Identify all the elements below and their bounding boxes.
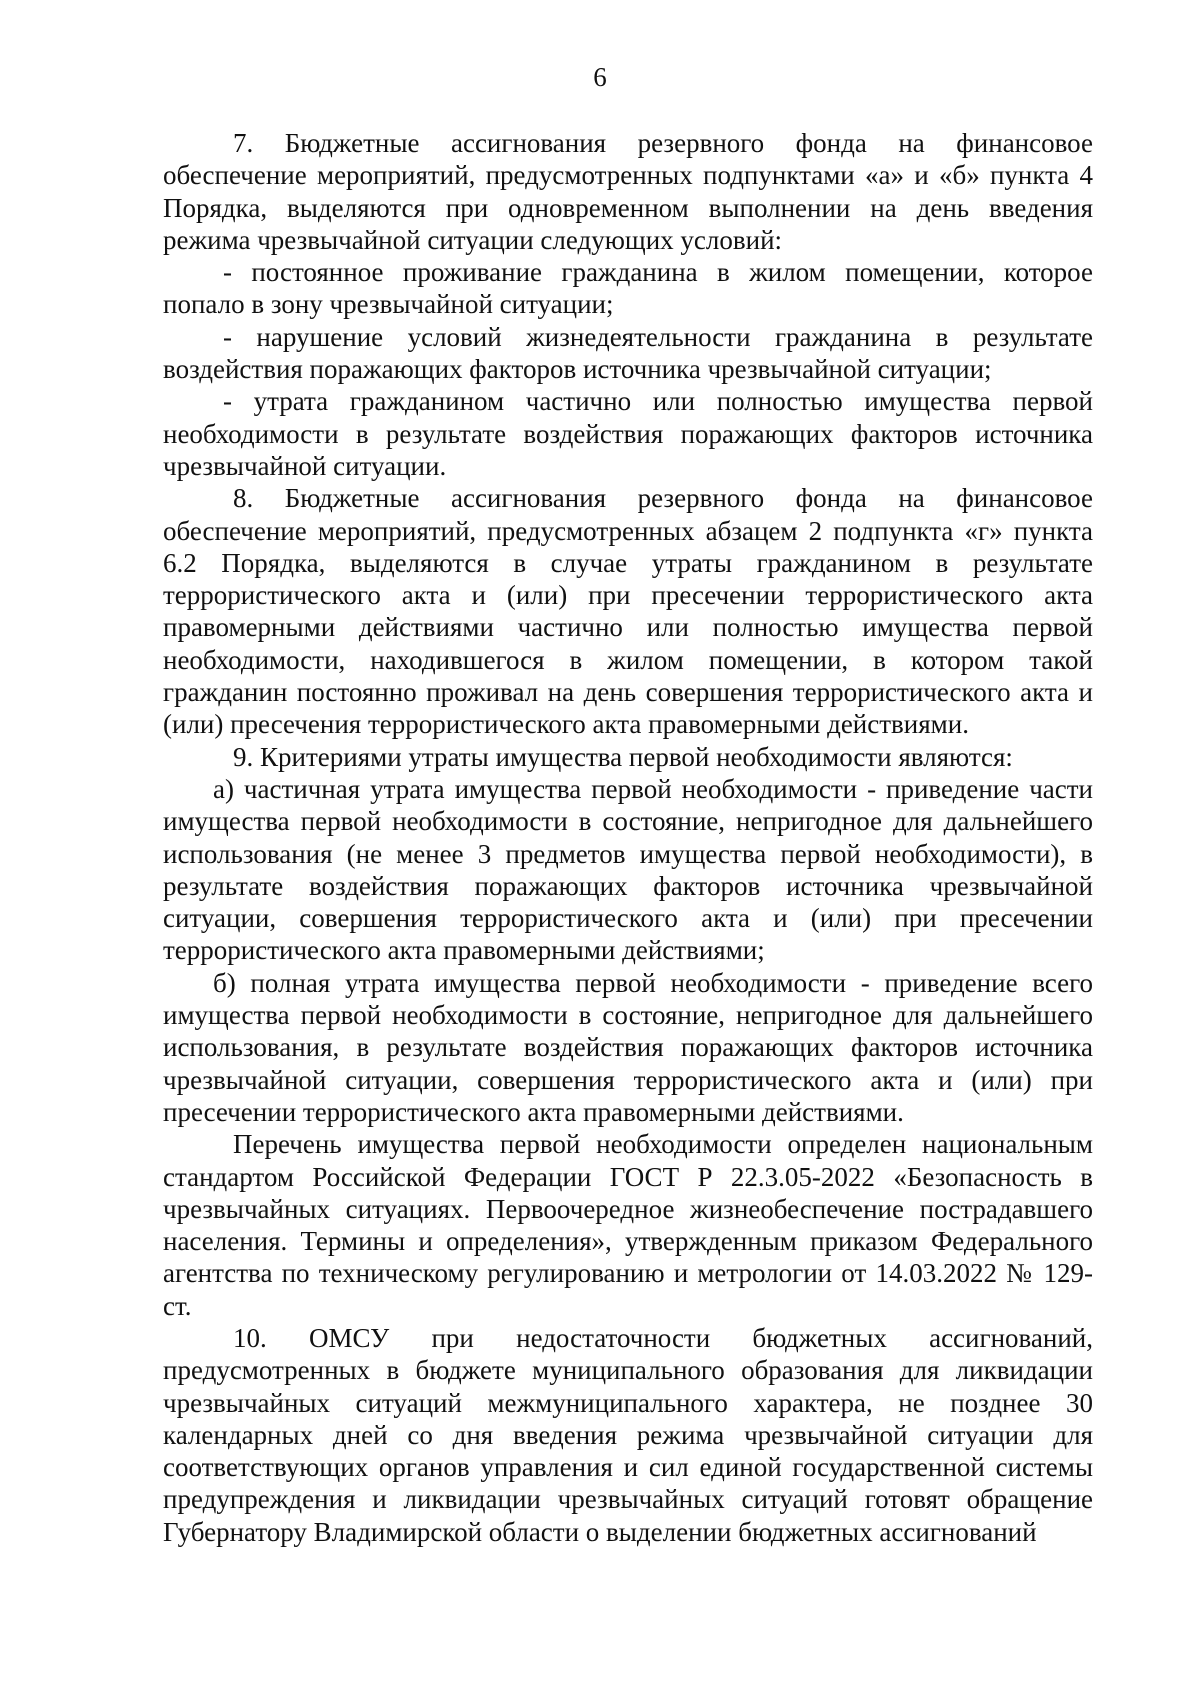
condition-item-living-conditions: - нарушение условий жизнедеятельности гражданина в результате воздействия поражающих факторов источника чрезвычайной ситуации; bbox=[163, 321, 1093, 385]
document-body bbox=[163, 127, 1093, 1548]
condition-item-residence: - постоянное проживание гражданина в жилом помещении, которое попало в зону чрезвычайной ситуации; bbox=[163, 257, 1093, 320]
criterion-a-partial-loss: а) частичная утрата имущества первой необходимости - приведение части имущества первой необходимости в состояние, непригодное для дальнейшего использования (не менее 3 предметов имущества первой необходимости), в результате воздействия поражающих факторов источника чрезвычайной ситуации, совершения террористического акта и (или) при пресечении террористического акта правомерными действиями; bbox=[163, 773, 1093, 966]
page-number: 6 bbox=[593, 62, 607, 92]
criterion-b-full-loss: б) полная утрата имущества первой необходимости - приведение всего имущества первой необходимости в состояние, непригодное для дальнейшего использования, в результате воздействия поражающих факторов источника чрезвычайной ситуации, совершения террористического акта и (или) при пресечении террористического акта правомерными действиями. bbox=[163, 967, 1093, 1127]
paragraph-9: 9. Критериями утраты имущества первой необходимости являются: bbox=[233, 741, 1013, 772]
paragraph-8: 8. Бюджетные ассигнования резервного фонда на финансовое обеспечение мероприятий, предусмотренных абзацем 2 подпункта «г» пункта 6.2 Порядка, выделяются в случае утраты гражданином в результате террористического акта и (или) при пресечении террористического акта правомерными действиями частично или полностью имущества первой необходимости, находившегося в жилом помещении, в котором такой гражданин постоянно проживал на день совершения террористического акта и (или) пресечения террористического акта правомерными действиями. bbox=[163, 483, 1093, 740]
paragraph-property-list: Перечень имущества первой необходимости определен национальным стандартом Российской Федерации ГОСТ Р 22.3.05-2022 «Безопасность в чрезвычайных ситуациях. Первоочередное жизнеобеспечение пострадавшего населения. Термины и определения», утвержденным приказом Федерального агентства по техническому регулированию и метрологии от 14.03.2022 № 129-ст. bbox=[163, 1129, 1093, 1321]
paragraph-7: 7. Бюджетные ассигнования резервного фонда на финансовое обеспечение мероприятий, предусмотренных подпунктами «а» и «б» пункта 4 Порядка, выделяются при одновременном выполнении на день введения режима чрезвычайной ситуации следующих условий: bbox=[163, 128, 1093, 255]
paragraph-10: 10. ОМСУ при недостаточности бюджетных ассигнований, предусмотренных в бюджете муниципального образования для ликвидации чрезвычайных ситуаций межмуниципального характера, не позднее 30 календарных дней со дня введения режима чрезвычайной ситуации для соответствующих органов управления и сил единой государственной системы предупреждения и ликвидации чрезвычайных ситуаций готовят обращение Губернатору Владимирской области о выделении бюджетных ассигнований bbox=[163, 1322, 1093, 1547]
condition-item-property-loss: - утрата гражданином частично или полностью имущества первой необходимости в результате воздействия поражающих факторов источника чрезвычайной ситуации. bbox=[163, 386, 1093, 481]
